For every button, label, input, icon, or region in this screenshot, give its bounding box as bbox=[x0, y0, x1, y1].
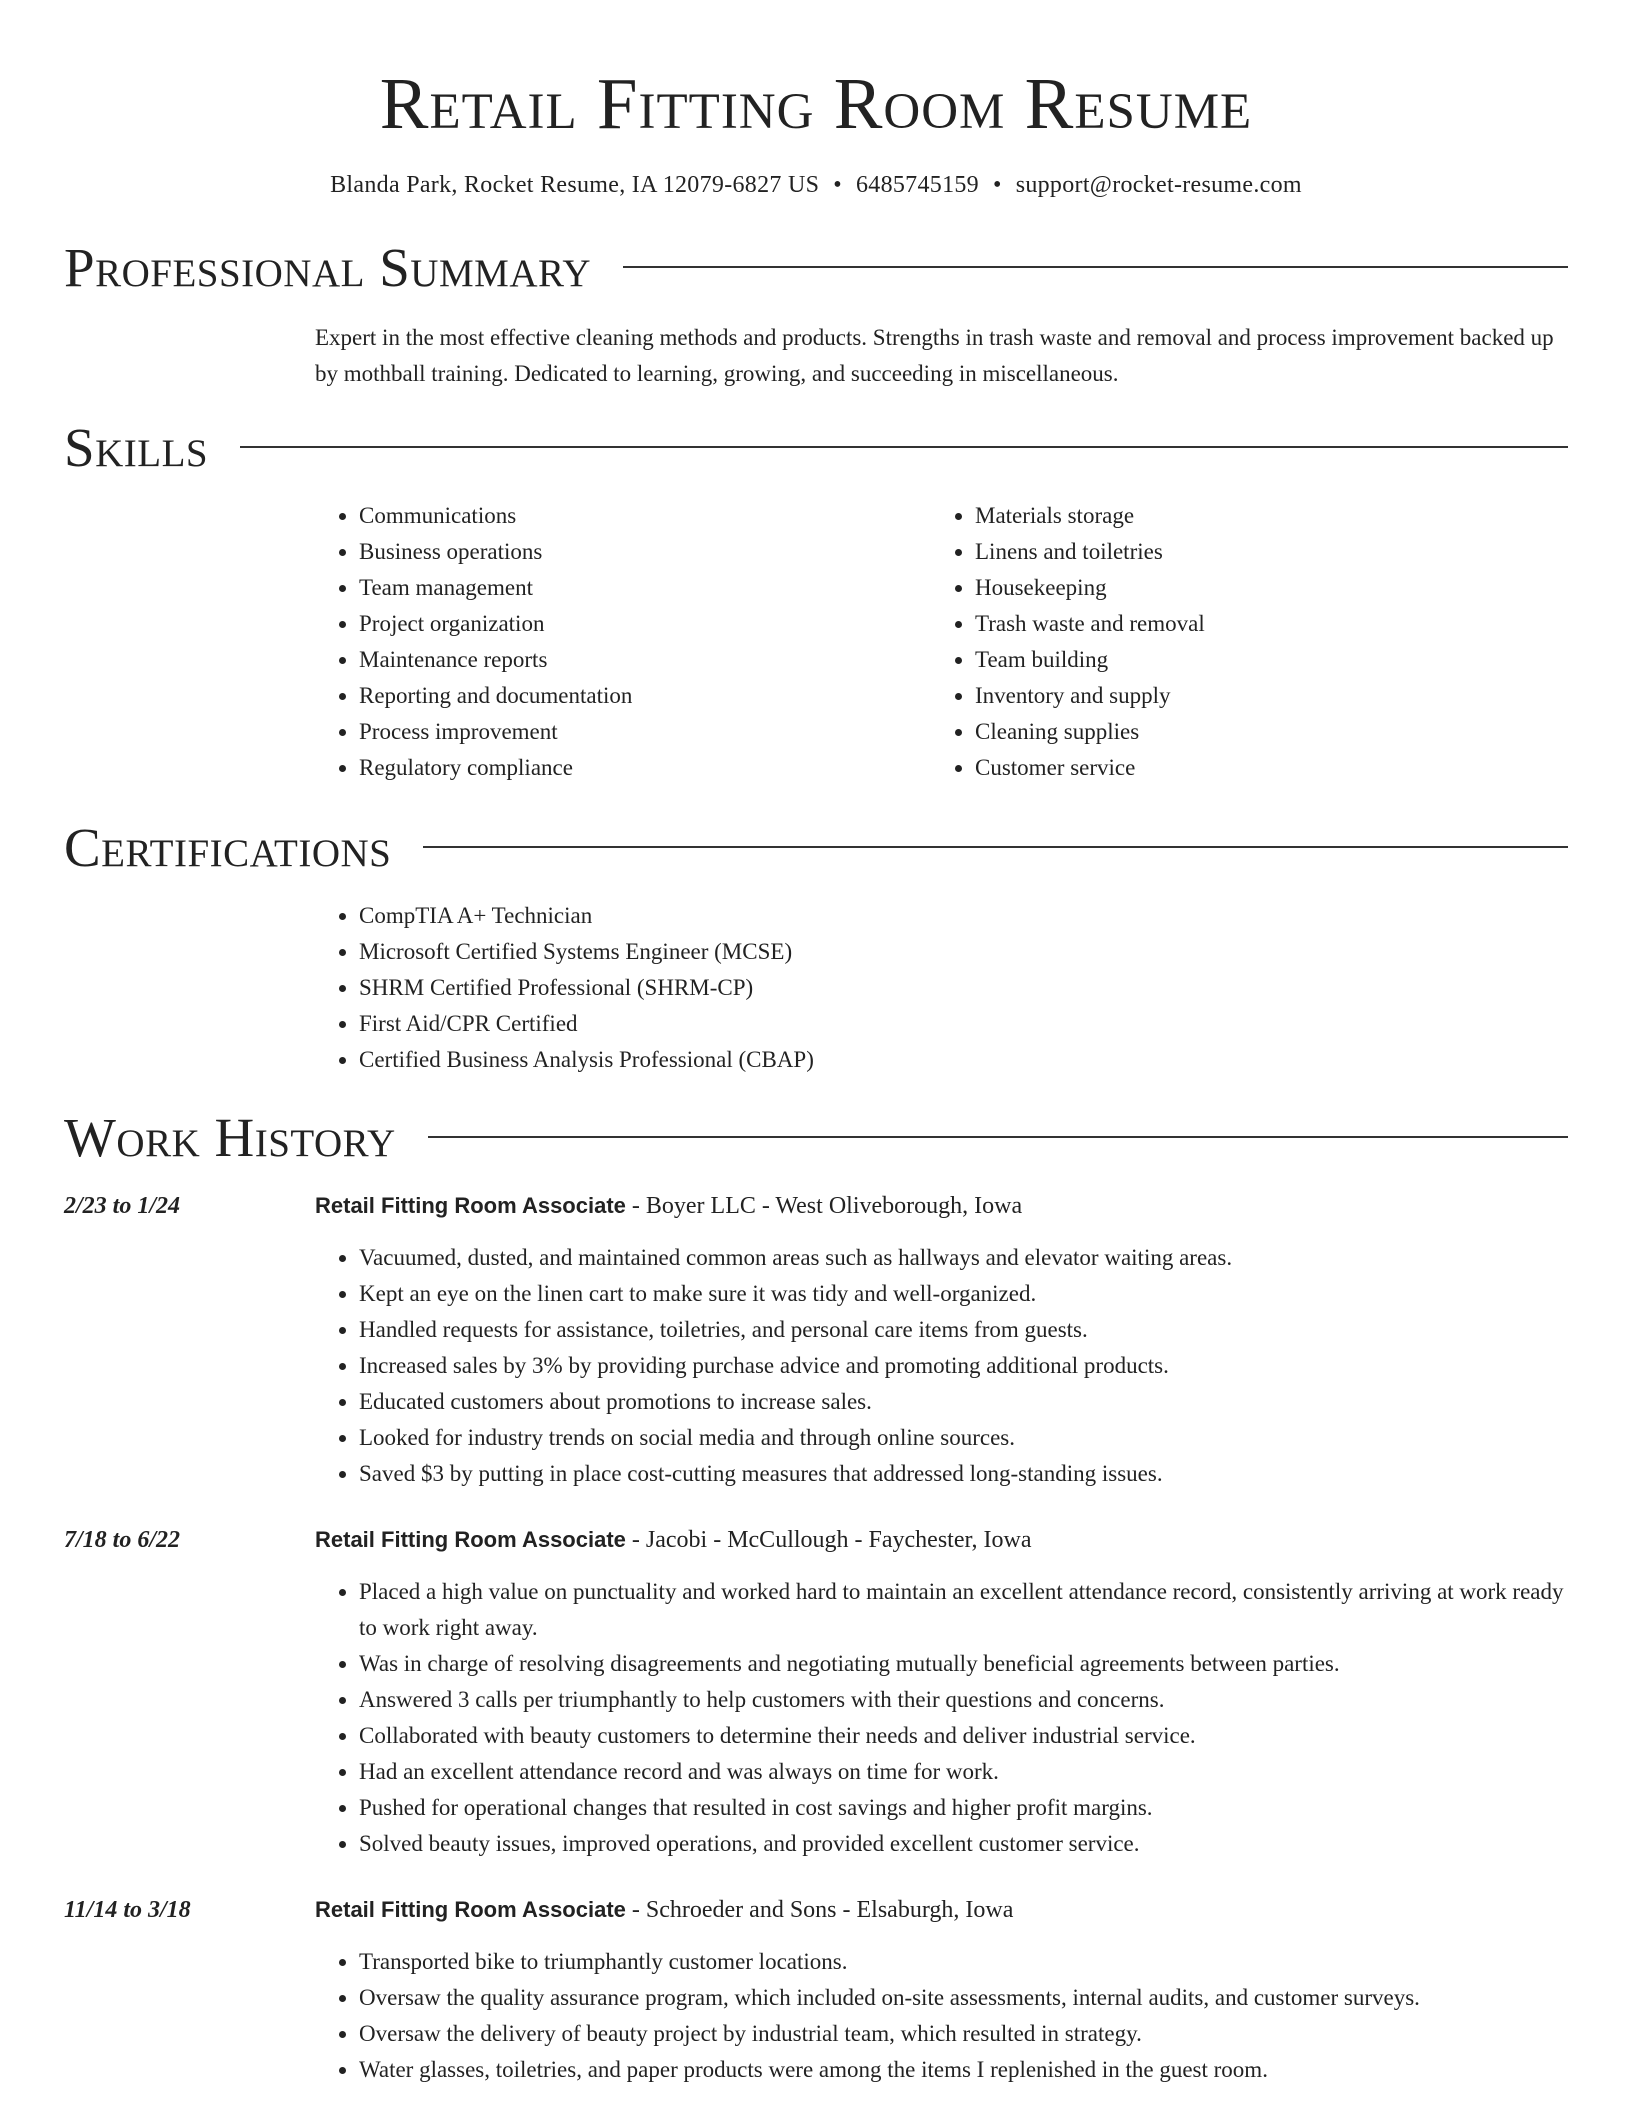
skill-item: • Regulatory compliance bbox=[359, 750, 931, 786]
job-employer-location: - Schroeder and Sons - Elsaburgh, Iowa bbox=[625, 1897, 1014, 1923]
job-dates: 11/14 to 3/18 bbox=[64, 1897, 191, 1923]
summary-section-header bbox=[64, 238, 1568, 298]
job-duty-item: • Solved beauty issues, improved operations, and provided excellent customer service. bbox=[359, 1826, 1568, 1862]
skill-item: • Process improvement bbox=[359, 714, 931, 750]
job-duty-item: • Saved $3 by putting in place cost-cutting measures that addressed long-standing issues. bbox=[359, 1456, 1568, 1492]
job-duty-item: • Placed a high value on punctuality and worked hard to maintain an excellent attendance record, consistently arriving at work ready to work right away. bbox=[359, 1574, 1568, 1646]
skill-item: • Linens and toiletries bbox=[975, 534, 1547, 570]
summary-body bbox=[315, 320, 1568, 392]
skill-item: • Cleaning supplies bbox=[975, 714, 1547, 750]
skills-heading: Skills bbox=[64, 417, 209, 478]
job-duty-item: • Kept an eye on the linen cart to make sure it was tidy and well-organized. bbox=[359, 1276, 1568, 1312]
section-divider bbox=[428, 1136, 1568, 1138]
section-divider bbox=[423, 846, 1568, 848]
skill-item: • Project organization bbox=[359, 606, 931, 642]
skill-item: • Housekeeping bbox=[975, 570, 1547, 606]
skills-left-column bbox=[315, 498, 931, 786]
job-header bbox=[64, 1524, 1568, 1556]
skill-item: • Inventory and supply bbox=[975, 678, 1547, 714]
job-title: Retail Fitting Room Associate bbox=[315, 1527, 626, 1552]
job-title: Retail Fitting Room Associate bbox=[315, 1897, 626, 1922]
job-duty-item: • Oversaw the delivery of beauty project by industrial team, which resulted in strategy. bbox=[359, 2016, 1568, 2052]
certifications-list bbox=[315, 898, 1568, 1078]
job-employer-location: - Boyer LLC - West Oliveborough, Iowa bbox=[625, 1193, 1023, 1219]
resume-page bbox=[64, 0, 1568, 2088]
job-duty-item: • Vacuumed, dusted, and maintained common areas such as hallways and elevator waiting areas. bbox=[359, 1240, 1568, 1276]
job-duty-item: • Pushed for operational changes that resulted in cost savings and higher profit margins. bbox=[359, 1790, 1568, 1826]
resume-title: Retail Fitting Room Resume bbox=[379, 63, 1253, 144]
contact-phone: 6485745159 bbox=[855, 172, 979, 198]
job-header bbox=[64, 1894, 1568, 1926]
summary-text: Expert in the most effective cleaning methods and products. Strengths in trash waste and removal and process improvement backed up by mothball training. Dedicated to learning, growing, and succeeding in miscellaneous. bbox=[315, 325, 1554, 386]
work-history-section-header bbox=[64, 1108, 1568, 1168]
skill-item: • Materials storage bbox=[975, 498, 1547, 534]
job-employer-location: - Jacobi - McCullough - Faychester, Iowa bbox=[625, 1527, 1032, 1553]
job-entry bbox=[64, 1894, 1568, 2088]
skill-item: • Communications bbox=[359, 498, 931, 534]
certification-item: • CompTIA A+ Technician bbox=[359, 898, 1568, 934]
skill-item: • Trash waste and removal bbox=[975, 606, 1547, 642]
contact-separator: • bbox=[992, 172, 1002, 198]
job-heading bbox=[315, 1190, 1022, 1222]
job-duty-item: • Handled requests for assistance, toiletries, and personal care items from guests. bbox=[359, 1312, 1568, 1348]
job-duty-item: • Looked for industry trends on social media and through online sources. bbox=[359, 1420, 1568, 1456]
contact-email: support@rocket-resume.com bbox=[1015, 172, 1302, 198]
job-duty-item: • Collaborated with beauty customers to determine their needs and deliver industrial service. bbox=[359, 1718, 1568, 1754]
job-duty-item: • Was in charge of resolving disagreements and negotiating mutually beneficial agreements between parties. bbox=[359, 1646, 1568, 1682]
job-duties bbox=[315, 1574, 1568, 1862]
skill-item: • Team building bbox=[975, 642, 1547, 678]
job-heading bbox=[315, 1524, 1032, 1556]
certification-item: • SHRM Certified Professional (SHRM-CP) bbox=[359, 970, 1568, 1006]
job-duty-item: • Oversaw the quality assurance program, which included on-site assessments, internal audits, and customer surveys. bbox=[359, 1980, 1568, 2016]
job-duties bbox=[315, 1240, 1568, 1492]
contact-address: Blanda Park, Rocket Resume, IA 12079-6827 US bbox=[330, 172, 820, 198]
job-entry bbox=[64, 1524, 1568, 1862]
job-duty-item: • Transported bike to triumphantly customer locations. bbox=[359, 1944, 1568, 1980]
section-divider bbox=[240, 446, 1568, 448]
certifications-heading: Certifications bbox=[64, 817, 392, 878]
certifications-section-header bbox=[64, 818, 1568, 878]
job-duty-item: • Answered 3 calls per triumphantly to help customers with their questions and concerns. bbox=[359, 1682, 1568, 1718]
job-header bbox=[64, 1190, 1568, 1222]
work-history-heading: Work History bbox=[64, 1107, 396, 1168]
skill-item: • Customer service bbox=[975, 750, 1547, 786]
section-divider bbox=[623, 266, 1568, 268]
skills-right-column bbox=[931, 498, 1547, 786]
certification-item: • Microsoft Certified Systems Engineer (MCSE) bbox=[359, 934, 1568, 970]
job-duty-item: • Increased sales by 3% by providing purchase advice and promoting additional products. bbox=[359, 1348, 1568, 1384]
job-duty-item: • Water glasses, toiletries, and paper products were among the items I replenished in the guest room. bbox=[359, 2052, 1568, 2088]
job-dates: 7/18 to 6/22 bbox=[64, 1527, 181, 1553]
certification-item: • Certified Business Analysis Professional (CBAP) bbox=[359, 1042, 1568, 1078]
job-duties bbox=[315, 1944, 1568, 2088]
job-dates: 2/23 to 1/24 bbox=[64, 1193, 181, 1219]
skills-list bbox=[315, 498, 1568, 786]
job-heading bbox=[315, 1894, 1013, 1926]
skill-item: • Maintenance reports bbox=[359, 642, 931, 678]
contact-line bbox=[64, 170, 1568, 200]
certification-item: • First Aid/CPR Certified bbox=[359, 1006, 1568, 1042]
skill-item: • Team management bbox=[359, 570, 931, 606]
skill-item: • Business operations bbox=[359, 534, 931, 570]
skills-section-header bbox=[64, 418, 1568, 478]
skill-item: • Reporting and documentation bbox=[359, 678, 931, 714]
contact-separator: • bbox=[833, 172, 842, 198]
job-entry bbox=[64, 1190, 1568, 1492]
job-duty-item: • Had an excellent attendance record and was always on time for work. bbox=[359, 1754, 1568, 1790]
job-title: Retail Fitting Room Associate bbox=[315, 1193, 626, 1218]
summary-heading: Professional Summary bbox=[64, 237, 592, 298]
job-duty-item: • Educated customers about promotions to increase sales. bbox=[359, 1384, 1568, 1420]
